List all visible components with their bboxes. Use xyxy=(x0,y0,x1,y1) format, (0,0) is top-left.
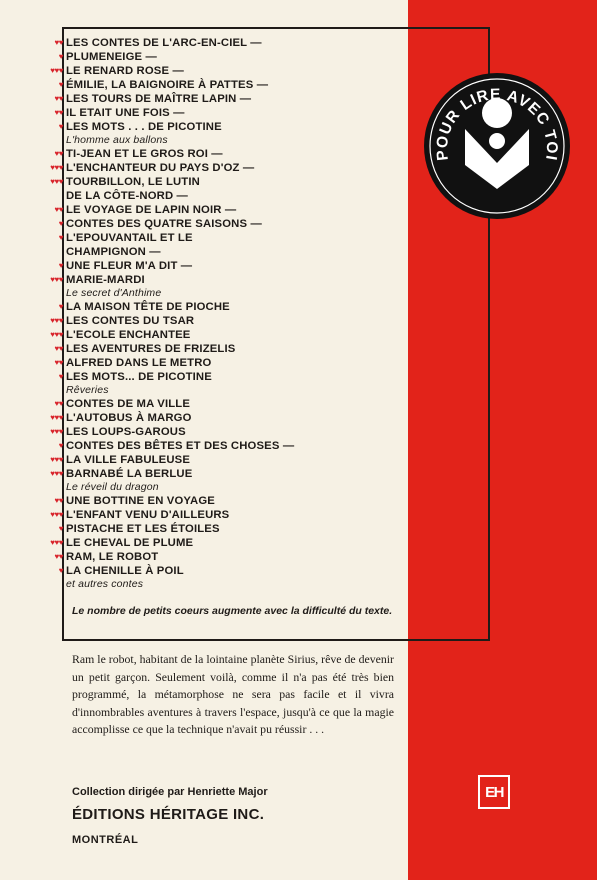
difficulty-hearts-icon: ♥♥♥ xyxy=(50,469,63,478)
difficulty-hearts-icon: ♥♥ xyxy=(54,496,63,505)
series-title-text: LE RENARD ROSE — xyxy=(66,65,184,77)
difficulty-hearts-icon: ♥♥ xyxy=(54,205,63,214)
difficulty-hearts-icon: ♥♥♥ xyxy=(50,66,63,75)
series-title-text: L'ENCHANTEUR DU PAYS D'OZ — xyxy=(66,162,255,174)
difficulty-hearts-icon: ♥ xyxy=(58,52,63,61)
series-title-item xyxy=(54,203,406,217)
series-title-text: CONTES DES BÊTES ET DES CHOSES — xyxy=(66,440,295,452)
series-subtitle-text: Le réveil du dragon xyxy=(66,481,159,493)
series-title-item xyxy=(50,508,406,522)
series-title-text: ALFRED DANS LE METRO xyxy=(66,357,212,369)
series-title-item xyxy=(50,328,406,342)
series-title-text: LA VILLE FABULEUSE xyxy=(66,454,191,466)
difficulty-hearts-icon: ♥♥ xyxy=(54,358,63,367)
difficulty-hearts-icon: ♥♥ xyxy=(54,399,63,408)
series-title-item xyxy=(50,64,406,78)
series-title-text: LES CONTES DU TSAR xyxy=(66,315,195,327)
series-title-item xyxy=(50,425,406,439)
series-title-list xyxy=(50,36,406,591)
series-title-text: MARIE-MARDI xyxy=(66,274,145,286)
series-title-text: ÉMILIE, LA BAIGNOIRE À PATTES — xyxy=(66,79,269,91)
book-blurb: Ram le robot, habitant de la lointaine planète Sirius, rêve de devenir un petit garçon. Seulement voilà, comme il n'a pas été très bien programmé, la métamorphose ne sera pas facile et il vivra d'innombrables aventures à travers l'espace, jusqu'à ce que la magie accomplisse ce que la technique n'avait pu réussir . . . xyxy=(72,652,394,736)
series-title-text: CONTES DE MA VILLE xyxy=(66,398,191,410)
series-title-text: TOURBILLON, LE LUTIN xyxy=(66,176,200,188)
series-title-text: IL ETAIT UNE FOIS — xyxy=(66,107,185,119)
series-title-text: LES AVENTURES DE FRIZELIS xyxy=(66,343,236,355)
difficulty-hearts-icon: ♥ xyxy=(58,524,63,533)
series-title-item xyxy=(54,106,406,120)
series-title-item xyxy=(50,314,406,328)
series-title-text: CHAMPIGNON — xyxy=(66,246,161,258)
series-title-item xyxy=(54,550,406,564)
series-title-text: PISTACHE ET LES ÉTOILES xyxy=(66,523,220,535)
difficulty-hearts-icon: ♥♥ xyxy=(54,344,63,353)
difficulty-hearts-icon: ♥♥ xyxy=(54,552,63,561)
series-title-item xyxy=(54,147,406,161)
difficulty-hearts-icon: ♥♥ xyxy=(54,108,63,117)
series-title-item xyxy=(58,78,406,92)
series-title-item xyxy=(54,92,406,106)
series-title-text: L'EPOUVANTAIL ET LE xyxy=(66,232,193,244)
series-title-item xyxy=(58,300,406,314)
series-title-text: UNE BOTTINE EN VOYAGE xyxy=(66,495,215,507)
publisher-name: ÉDITIONS HÉRITAGE INC. xyxy=(72,806,265,823)
collection-credit: Collection dirigée par Henriette Major xyxy=(72,786,268,798)
series-title-item xyxy=(54,36,406,50)
series-title-item xyxy=(66,245,406,259)
series-title-text: RAM, LE ROBOT xyxy=(66,551,159,563)
series-title-item xyxy=(50,175,406,189)
series-title-text: BARNABÉ LA BERLUE xyxy=(66,468,193,480)
series-title-item xyxy=(58,522,406,536)
difficulty-hearts-icon: ♥♥ xyxy=(54,94,63,103)
difficulty-hearts-icon: ♥♥♥ xyxy=(50,316,63,325)
badge-text: POUR LIRE AVEC TOI xyxy=(433,86,561,163)
series-title-text: LE VOYAGE DE LAPIN NOIR — xyxy=(66,204,237,216)
difficulty-hearts-icon: ♥ xyxy=(58,372,63,381)
series-title-item xyxy=(58,259,406,273)
series-title-text: LES MOTS... DE PICOTINE xyxy=(66,371,212,383)
series-subtitle-text: Rêveries xyxy=(66,384,109,396)
difficulty-hearts-icon: ♥♥ xyxy=(54,38,63,47)
series-title-text: LES MOTS . . . DE PICOTINE xyxy=(66,121,222,133)
series-title-item xyxy=(54,356,406,370)
series-title-item xyxy=(58,370,406,397)
difficulty-hearts-icon: ♥ xyxy=(58,566,63,575)
series-title-text: L'ENFANT VENU D'AILLEURS xyxy=(66,509,230,521)
difficulty-hearts-icon: ♥♥ xyxy=(54,149,63,158)
series-subtitle-text: Le secret d'Anthime xyxy=(66,287,162,299)
difficulty-hearts-icon: ♥♥♥ xyxy=(50,427,63,436)
series-title-text: LA MAISON TÊTE DE PIOCHE xyxy=(66,301,230,313)
series-title-text: LES TOURS DE MAÎTRE LAPIN — xyxy=(66,93,252,105)
series-title-item xyxy=(58,439,406,453)
difficulty-hearts-icon: ♥ xyxy=(58,80,63,89)
series-title-text: LA CHENILLE À POIL xyxy=(66,565,184,577)
difficulty-hearts-icon: ♥ xyxy=(58,302,63,311)
badge-small-circle xyxy=(488,132,506,150)
series-title-item xyxy=(58,120,406,147)
difficulty-hearts-icon: ♥♥♥ xyxy=(50,413,63,422)
series-title-text: CONTES DES QUATRE SAISONS — xyxy=(66,218,262,230)
difficulty-hearts-icon: ♥♥♥ xyxy=(50,455,63,464)
publisher-city: MONTRÉAL xyxy=(72,834,139,846)
series-title-item xyxy=(58,50,406,64)
difficulty-hearts-icon: ♥ xyxy=(58,233,63,242)
difficulty-hearts-icon: ♥ xyxy=(58,122,63,131)
difficulty-hearts-icon: ♥♥♥ xyxy=(50,330,63,339)
series-title-item xyxy=(50,411,406,425)
difficulty-hearts-icon: ♥♥♥ xyxy=(50,538,63,547)
series-subtitle-text: et autres contes xyxy=(66,578,144,590)
series-title-item xyxy=(58,217,406,231)
series-title-text: LES CONTES DE L'ARC-EN-CIEL — xyxy=(66,37,262,49)
series-title-text: PLUMENEIGE — xyxy=(66,51,157,63)
series-title-text: UNE FLEUR M'A DIT — xyxy=(66,260,193,272)
series-title-item xyxy=(58,564,406,591)
difficulty-note: Le nombre de petits coeurs augmente avec la difficulté du texte. xyxy=(72,605,393,617)
difficulty-hearts-icon: ♥♥♥ xyxy=(50,510,63,519)
series-title-item xyxy=(54,342,406,356)
series-title-item xyxy=(50,273,406,300)
series-title-item xyxy=(54,397,406,411)
series-title-text: DE LA CÔTE-NORD — xyxy=(66,190,188,202)
difficulty-hearts-icon: ♥♥♥ xyxy=(50,275,63,284)
series-title-text: LE CHEVAL DE PLUME xyxy=(66,537,194,549)
series-title-text: TI-JEAN ET LE GROS ROI — xyxy=(66,148,223,160)
series-title-item xyxy=(54,494,406,508)
series-title-text: LES LOUPS-GAROUS xyxy=(66,426,186,438)
series-subtitle-text: L'homme aux ballons xyxy=(66,134,168,146)
series-title-item xyxy=(58,231,406,245)
series-title-item xyxy=(50,161,406,175)
series-title-text: L'AUTOBUS À MARGO xyxy=(66,412,192,424)
series-title-item xyxy=(50,453,406,467)
difficulty-hearts-icon: ♥ xyxy=(58,441,63,450)
series-title-item xyxy=(50,467,406,494)
series-title-item xyxy=(66,189,406,203)
difficulty-hearts-icon: ♥♥♥ xyxy=(50,177,63,186)
difficulty-hearts-icon: ♥♥♥ xyxy=(50,163,63,172)
difficulty-hearts-icon: ♥ xyxy=(58,219,63,228)
series-title-item xyxy=(50,536,406,550)
editions-heritage-logo: EH xyxy=(478,775,510,809)
difficulty-hearts-icon: ♥ xyxy=(58,261,63,270)
pour-lire-avec-toi-badge xyxy=(422,71,572,221)
series-title-text: L'ECOLE ENCHANTEE xyxy=(66,329,191,341)
